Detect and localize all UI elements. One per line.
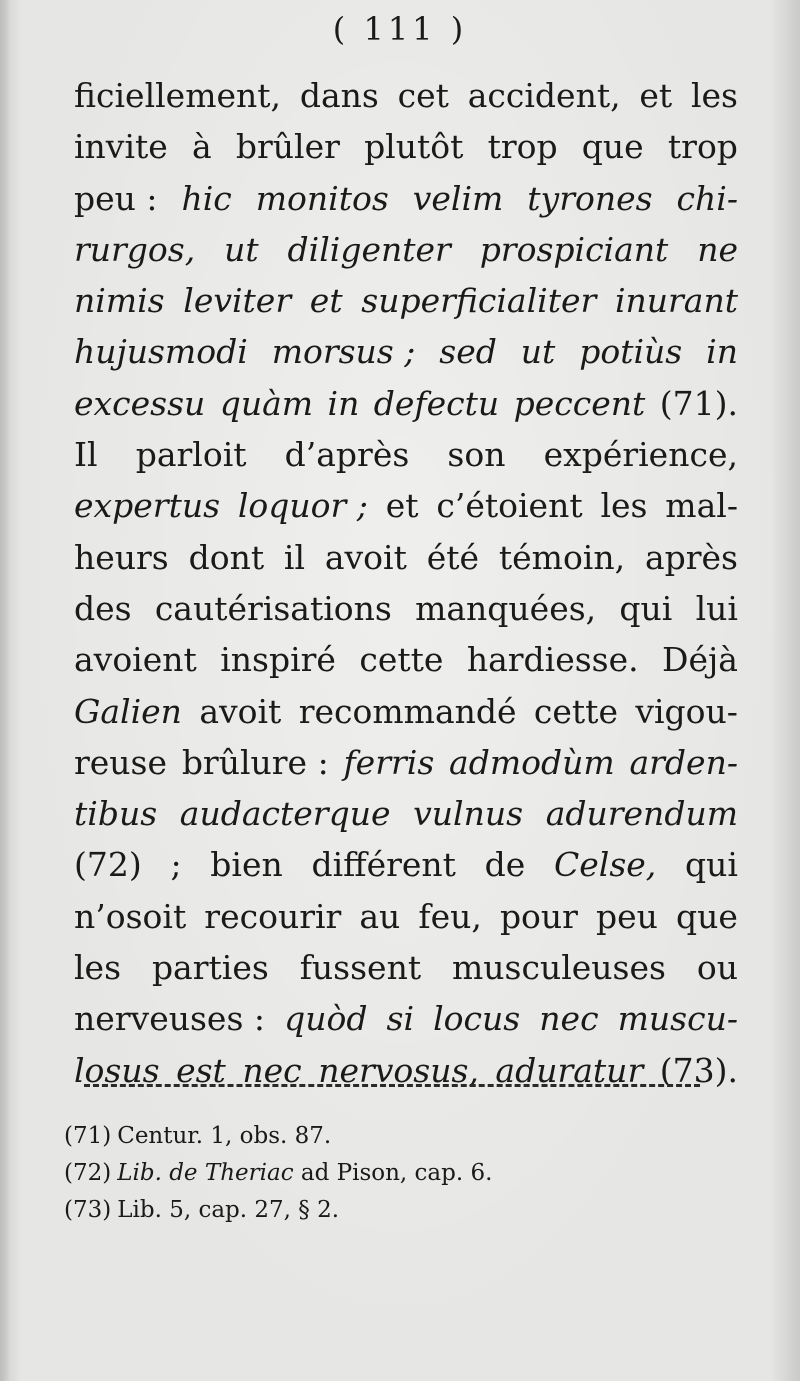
word: des [74, 588, 132, 628]
word: avoient [74, 640, 197, 680]
text-line [74, 839, 738, 890]
word: defectu [373, 383, 500, 423]
word: est [176, 1050, 226, 1090]
word: feu, [418, 896, 482, 936]
word: peu : [74, 178, 158, 218]
word: au [359, 896, 401, 936]
word: hujusmodi [74, 332, 248, 372]
word: Il [74, 435, 98, 475]
word: parloit [135, 435, 247, 475]
word: ne [697, 229, 738, 269]
word: superficialiter [361, 281, 597, 321]
word: losus [74, 1050, 160, 1090]
word: locus [433, 999, 521, 1039]
footnote-text: Theriac [204, 1160, 294, 1186]
word: ; [170, 845, 182, 885]
word: trop [487, 127, 558, 167]
footnotes [64, 1118, 704, 1229]
word: il [283, 537, 306, 577]
word: pour [499, 896, 578, 936]
footnote [64, 1155, 704, 1192]
footnote-text: ad Pison, cap. 6. [293, 1160, 493, 1186]
word: quàm [219, 383, 314, 423]
word: recourir [204, 896, 342, 936]
word: Celse, [554, 845, 657, 885]
word: ficiellement, [74, 76, 282, 115]
word: diligenter [287, 229, 451, 269]
text-line [74, 634, 738, 685]
word: qui [619, 588, 673, 628]
word: lui [695, 588, 738, 628]
word: accident, [467, 76, 621, 115]
word: loquor ; [237, 486, 368, 526]
word: avoit [324, 537, 407, 577]
word: morsus ; [271, 332, 416, 372]
word: prospiciant [479, 229, 669, 269]
word: ut [520, 332, 556, 372]
word: brûlure : [181, 742, 329, 782]
footnote-separator [84, 1084, 700, 1087]
word: nimis [74, 281, 165, 321]
word: reuse [74, 742, 168, 782]
text-line [74, 224, 738, 275]
word: hic [181, 178, 232, 218]
word: nec [242, 1050, 302, 1090]
text-line [74, 942, 738, 993]
text-line [74, 737, 738, 788]
text-line [74, 993, 738, 1044]
footnote [64, 1192, 704, 1229]
word: expertus [74, 486, 221, 526]
word: (73). [659, 1050, 738, 1090]
word: trop [667, 127, 738, 167]
word: les [74, 948, 122, 988]
word: ut [224, 229, 259, 269]
word: aduratur [495, 1050, 644, 1090]
word: les [600, 486, 648, 526]
page-number: ( 111 ) [332, 10, 468, 48]
word: leviter [183, 281, 292, 321]
word: in [706, 332, 738, 372]
word: nervosus, [318, 1050, 479, 1090]
footnote-text: Lib. [117, 1160, 162, 1186]
text-line [74, 1045, 738, 1096]
text-line [74, 378, 738, 429]
word: ou [696, 948, 738, 988]
text-line [74, 686, 738, 737]
footnote-text [198, 1160, 205, 1186]
word: c’étoient [436, 486, 583, 526]
word: Galien [74, 691, 182, 731]
word: (71). [659, 383, 738, 423]
word: mal- [665, 486, 738, 526]
word: vulnus [413, 794, 524, 834]
word: que [581, 127, 644, 167]
word: peccent [513, 383, 646, 423]
word: tyrones [527, 178, 653, 218]
text-line [74, 583, 738, 634]
word: sed [439, 332, 497, 372]
word: nec [539, 999, 599, 1039]
text-line [74, 532, 738, 583]
word: si [386, 999, 415, 1039]
word: monitos [255, 178, 389, 218]
word: quòd [284, 999, 368, 1039]
word: inspiré [220, 640, 336, 680]
body-text [74, 70, 738, 1096]
word: que [676, 896, 738, 936]
text-line [74, 788, 738, 839]
text-line [74, 326, 738, 377]
text-line [74, 429, 738, 480]
word: rurgos, [74, 229, 196, 269]
word: été [426, 537, 480, 577]
word: peu [596, 896, 658, 936]
word: excessu [74, 383, 206, 423]
word: son [447, 435, 506, 475]
word: d’après [284, 435, 410, 475]
word: velim [412, 178, 504, 218]
word: vigou- [635, 691, 738, 731]
word: inurant [614, 281, 738, 321]
footnote-mark: (71) [64, 1123, 112, 1149]
word: et [639, 76, 673, 115]
text-line [74, 173, 738, 224]
word: nerveuses : [74, 999, 265, 1039]
word: qui [685, 845, 738, 885]
word: ferris [343, 742, 435, 782]
word: muscu- [617, 999, 738, 1039]
word: (72) [74, 845, 142, 885]
word: hardiesse. [466, 640, 639, 680]
word: cette [359, 640, 444, 680]
footnote-mark: (73) [64, 1197, 112, 1223]
word: à [191, 127, 212, 167]
word: les [690, 76, 738, 115]
word: tibus [74, 794, 158, 834]
word: différent [311, 845, 456, 885]
page-edge-shadow [0, 0, 10, 1381]
word: expérience, [543, 435, 738, 475]
word: après [644, 537, 738, 577]
text-line [74, 480, 738, 531]
word: parties [151, 948, 269, 988]
word: audacterque [179, 794, 391, 834]
word: chi- [676, 178, 738, 218]
word: n’osoit [74, 896, 187, 936]
word: avoit [199, 691, 282, 731]
footnote-mark: (72) [64, 1160, 112, 1186]
word: témoin, [498, 537, 626, 577]
footnote-text: Centur. 1, obs. 87. [117, 1123, 332, 1149]
word: recommandé [298, 691, 517, 731]
word: admodùm [449, 742, 615, 782]
word: Déjà [662, 640, 738, 680]
word: plutôt [364, 127, 464, 167]
word: et [385, 486, 419, 526]
text-line [74, 121, 738, 172]
footnote [64, 1118, 704, 1155]
text-line [74, 275, 738, 326]
word: de [484, 845, 526, 885]
text-line [74, 891, 738, 942]
word: invite [74, 127, 168, 167]
text-line [74, 70, 738, 121]
word: heurs [74, 537, 169, 577]
footnote-text: Lib. 5, cap. 27, § 2. [117, 1197, 340, 1223]
word: cette [533, 691, 618, 731]
word: in [327, 383, 360, 423]
word: cautérisations [154, 588, 392, 628]
word: musculeuses [452, 948, 666, 988]
word: dont [188, 537, 265, 577]
word: cet [397, 76, 449, 115]
word: potiùs [579, 332, 683, 372]
word: fussent [299, 948, 422, 988]
word: manquées, [415, 588, 597, 628]
word: bien [210, 845, 283, 885]
word: dans [299, 76, 379, 115]
word: arden- [629, 742, 738, 782]
word: adurendum [545, 794, 738, 834]
footnote-text: de [169, 1160, 198, 1186]
word: brûler [235, 127, 340, 167]
word: et [309, 281, 343, 321]
